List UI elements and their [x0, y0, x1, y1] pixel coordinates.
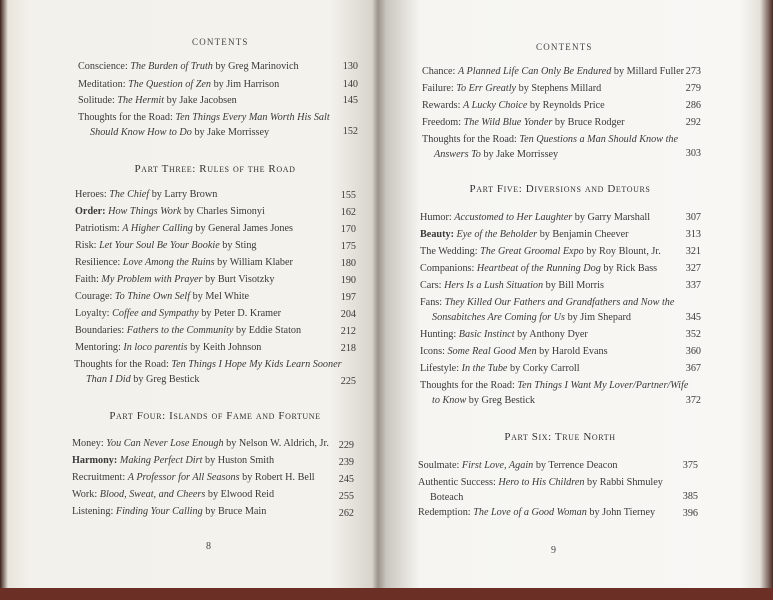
page-header: CONTENTS: [192, 37, 249, 47]
page-number: 303: [685, 148, 701, 159]
page-number: 396: [682, 508, 698, 519]
page-folio: 8: [206, 541, 211, 552]
toc-entry: Freedom: The Wild Blue Yonder by Bruce Rodger: [422, 117, 625, 128]
part-heading: Part Six: True North: [504, 431, 616, 443]
toc-entry: Soulmate: First Love, Again by Terrence Deacon: [418, 460, 618, 471]
page-number: 130: [342, 61, 358, 72]
toc-entry: Meditation: The Question of Zen by Jim Harrison: [78, 79, 280, 90]
toc-entry: Courage: To Thine Own Self by Mel White: [75, 291, 250, 302]
toc-entry: Thoughts for the Road: Ten Things I Hope My Kids Learn Sooner Than I Did by Greg Bestick: [74, 359, 342, 385]
page-number: 255: [338, 491, 354, 502]
page-number: 375: [682, 460, 698, 471]
toc-entry: Chance: A Planned Life Can Only Be Endured by Millard Fuller: [422, 66, 685, 77]
page-number: 140: [342, 79, 358, 90]
page-number: 385: [682, 491, 698, 502]
toc-entry: Conscience: The Burden of Truth by Greg Marinovich: [78, 61, 299, 72]
page-number: 218: [340, 343, 356, 354]
toc-entry: Cars: Hers Is a Lush Situation by Bill Morris: [420, 280, 604, 291]
page-number: 245: [338, 474, 354, 485]
page-number: 175: [340, 241, 356, 252]
page-number: 239: [338, 457, 354, 468]
page-number: 286: [685, 100, 701, 111]
toc-entry: Thoughts for the Road: Ten Things I Want My Lover/Partner/Wife to Know by Greg Bestick: [420, 380, 689, 406]
toc-entry: Fans: They Killed Our Fathers and Grandfathers and Now the Sonsabitches Are Coming for Us by Jim Shepard: [420, 297, 675, 323]
page-number: 190: [340, 275, 356, 286]
toc-entry: Humor: Accustomed to Her Laughter by Garry Marshall: [420, 212, 651, 223]
toc-entry: Solitude: The Hermit by Jake Jacobsen: [78, 95, 237, 106]
toc-entry: Icons: Some Real Good Men by Harold Evans: [420, 346, 608, 357]
page-number: 155: [340, 190, 356, 201]
page-number: 367: [685, 363, 701, 374]
toc-entry: Heroes: The Chief by Larry Brown: [75, 189, 218, 200]
toc-entry: Thoughts for the Road: Ten Questions a Man Should Know the Answers To by Jake Morrissey: [422, 134, 679, 160]
page-number: 152: [342, 126, 358, 137]
page-number: 262: [338, 508, 354, 519]
page-number: 212: [340, 326, 356, 337]
page-number: 327: [685, 263, 701, 274]
toc-entry: Failure: To Err Greatly by Stephens Millard: [422, 83, 602, 94]
toc-entry: Faith: My Problem with Prayer by Burt Visotzky: [75, 274, 275, 285]
page-folio: 9: [551, 545, 556, 556]
page-number: 307: [685, 212, 701, 223]
page-number: 372: [685, 395, 701, 406]
toc-entry: Beauty: Eye of the Beholder by Benjamin Cheever: [420, 229, 629, 240]
toc-entry: Money: You Can Never Lose Enough by Nelson W. Aldrich, Jr.: [72, 438, 329, 449]
page-number: 321: [685, 246, 701, 257]
toc-entry: The Wedding: The Great Groomal Expo by Roy Blount, Jr.: [420, 246, 661, 257]
toc-entry: Resilience: Love Among the Ruins by William Klaber: [75, 257, 293, 268]
page-number: 352: [685, 329, 701, 340]
toc-entry: Work: Blood, Sweat, and Cheers by Elwood Reid: [72, 489, 275, 500]
toc-entry: Thoughts for the Road: Ten Things Every Man Worth His Salt Should Know How to Do by Jake Morrissey: [78, 112, 330, 138]
toc-entry: Rewards: A Lucky Choice by Reynolds Price: [422, 100, 605, 111]
page-number: 273: [685, 66, 701, 77]
page-number: 180: [340, 258, 356, 269]
book-cover-edge: [0, 588, 773, 600]
toc-entry: Recruitment: A Professor for All Seasons by Robert H. Bell: [72, 472, 315, 483]
toc-entry: Loyalty: Coffee and Sympathy by Peter D. Kramer: [75, 308, 281, 319]
page-number: 170: [340, 224, 356, 235]
page-number: 204: [340, 309, 356, 320]
toc-entry: Patriotism: A Higher Calling by General James Jones: [75, 223, 293, 234]
page-number: 145: [342, 95, 358, 106]
toc-entry: Mentoring: In loco parentis by Keith Johnson: [75, 342, 262, 353]
part-heading: Part Three: Rules of the Road: [134, 163, 296, 175]
toc-entry: Risk: Let Your Soul Be Your Bookie by Sting: [75, 240, 257, 251]
page-number: 313: [685, 229, 701, 240]
toc-entry: Listening: Finding Your Calling by Bruce Main: [72, 506, 267, 517]
toc-entry: Redemption: The Love of a Good Woman by John Tierney: [418, 507, 656, 518]
toc-entry: Authentic Success: Hero to His Children by Rabbi Shmuley Boteach: [418, 477, 663, 503]
part-heading: Part Five: Diversions and Detours: [469, 183, 651, 195]
toc-entry: Companions: Heartbeat of the Running Dog by Rick Bass: [420, 263, 658, 274]
page-number: 162: [340, 207, 356, 218]
page-number: 229: [338, 440, 354, 451]
toc-entry: Order: How Things Work by Charles Simonyi: [75, 206, 265, 217]
page-number: 279: [685, 83, 701, 94]
page-number: 225: [340, 376, 356, 387]
toc-entry: Lifestyle: In the Tube by Corky Carroll: [420, 363, 580, 374]
toc-entry: Boundaries: Fathers to the Community by Eddie Staton: [75, 325, 302, 336]
page-number: 197: [340, 292, 356, 303]
page-number: 292: [685, 117, 701, 128]
page-number: 360: [685, 346, 701, 357]
part-heading: Part Four: Islands of Fame and Fortune: [109, 410, 321, 422]
toc-entry: Harmony: Making Perfect Dirt by Huston Smith: [72, 455, 275, 466]
toc-entry: Hunting: Basic Instinct by Anthony Dyer: [420, 329, 588, 340]
page-header: CONTENTS: [536, 42, 593, 52]
page-number: 337: [685, 280, 701, 291]
page-number: 345: [685, 312, 701, 323]
